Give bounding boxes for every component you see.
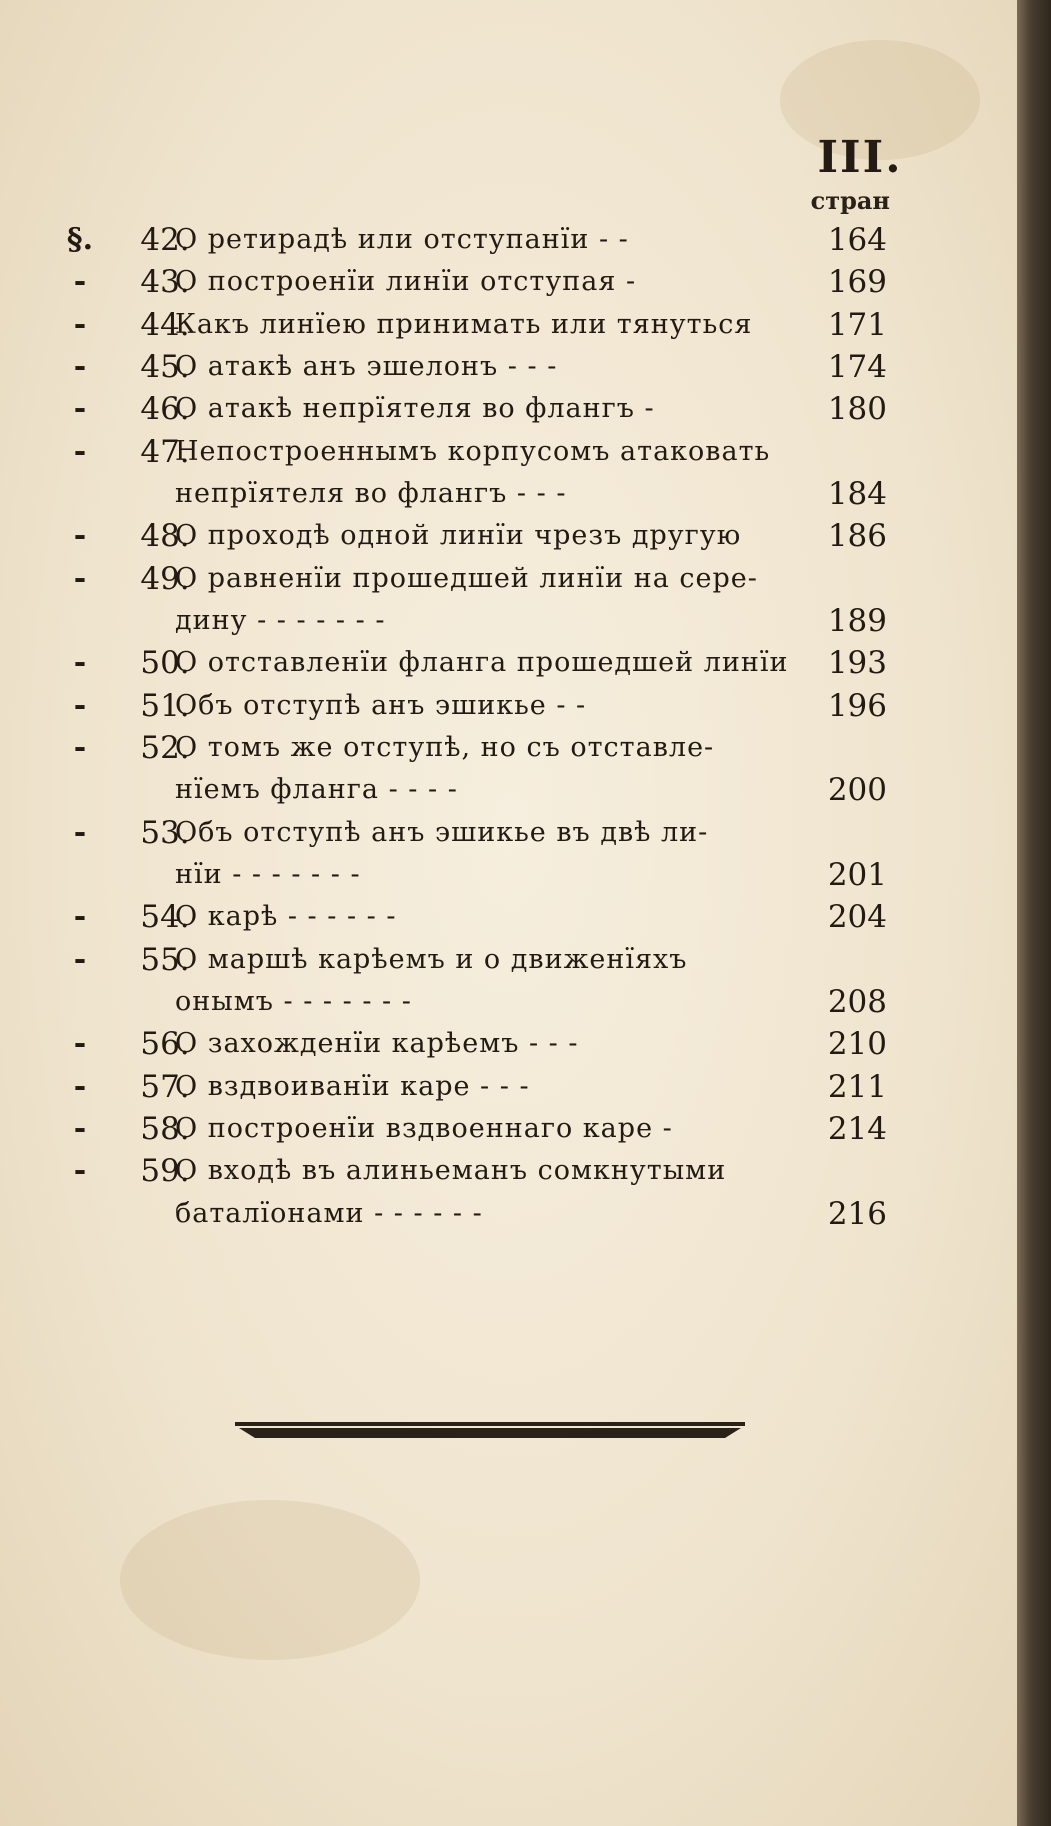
row-mark: - [73,730,87,765]
row-mark: - [73,1026,87,1061]
toc-row [55,391,915,433]
section-number: 43. [140,264,190,300]
page-number: 180 [827,391,887,427]
toc-row [55,1111,915,1153]
row-mark: - [73,307,87,342]
row-mark: §. [66,222,94,257]
book-gutter [1017,0,1051,1826]
page-number: 204 [827,899,887,935]
section-title: О построенїи вздвоеннаго каре - [175,1113,673,1144]
section-title: Объ отступѣ анъ эшикье въ двѣ ли- [175,817,709,848]
toc-row [55,942,915,984]
section-number: 42. [140,222,190,258]
section-title: О томъ же отступѣ, но съ отставле- [175,732,715,763]
toc-row [55,349,915,391]
page-number: 210 [827,1026,887,1062]
page-number: 186 [827,518,887,554]
section-title: О отставленїи фланга прошедшей линїи [175,647,789,678]
page-number: 174 [827,349,887,385]
section-number: 49. [140,561,190,597]
toc-row [55,264,915,306]
row-mark: - [73,349,87,384]
section-title: О входѣ въ алиньеманъ сомкнутыми [175,1155,727,1186]
section-title: О проходѣ одной линїи чрезъ другую [175,520,742,551]
page-number: 169 [827,264,887,300]
toc-row [55,730,915,772]
section-title: Какъ линїею принимать или тянуться [175,309,753,340]
toc-row [55,815,915,857]
section-title: Непостроеннымъ корпусомъ атаковать [175,436,771,467]
row-mark: - [73,899,87,934]
section-title: О равненїи прошедшей линїи на сере- [175,563,758,594]
page-number: 214 [827,1111,887,1147]
section-number: 55. [140,942,190,978]
page-number: 164 [827,222,887,258]
section-number: 51. [140,688,190,724]
section-title: О построенїи линїи отступая - [175,266,637,297]
page-number: 184 [827,476,887,512]
row-mark: - [73,264,87,299]
page-number: 171 [827,307,887,343]
page-number: 193 [827,645,887,681]
section-title: нїемъ фланга - - - - [175,774,458,805]
toc-row [55,1196,915,1238]
ornamental-rule [235,1422,745,1440]
section-title: О вздвоиванїи каре - - - [175,1071,530,1102]
section-title: О маршѣ карѣемъ и о движенїяхъ [175,944,688,975]
toc-row [55,434,915,476]
section-title: дину - - - - - - - [175,605,386,636]
toc-row [55,603,915,645]
section-title: баталїонами - - - - - - [175,1198,483,1229]
row-mark: - [73,434,87,469]
toc-row [55,772,915,814]
toc-row [55,899,915,941]
section-number: 48. [140,518,190,554]
section-number: 59. [140,1153,190,1189]
toc-row [55,688,915,730]
page-number: 208 [827,984,887,1020]
row-mark: - [73,1153,87,1188]
page-folio: III. [817,132,903,183]
toc-row [55,857,915,899]
toc-row [55,984,915,1026]
section-title: непрїятеля во флангъ - - - [175,478,567,509]
toc-row [55,1069,915,1111]
section-number: 50. [140,645,190,681]
toc-row [55,645,915,687]
section-title: нїи - - - - - - - [175,859,361,890]
row-mark: - [73,1069,87,1104]
page-number: 189 [827,603,887,639]
row-mark: - [73,1111,87,1146]
section-number: 57. [140,1069,190,1105]
section-title: Объ отступѣ анъ эшикье - - [175,690,587,721]
row-mark: - [73,391,87,426]
toc-row [55,307,915,349]
section-title: О атакѣ анъ эшелонъ - - - [175,351,558,382]
row-mark: - [73,815,87,850]
section-number: 58. [140,1111,190,1147]
section-number: 44. [140,307,190,343]
section-number: 53. [140,815,190,851]
section-title: О ретирадѣ или отступанїи - - [175,224,629,255]
toc-row [55,518,915,560]
section-number: 52. [140,730,190,766]
section-number: 56. [140,1026,190,1062]
section-title: О захожденїи карѣемъ - - - [175,1028,579,1059]
toc-row [55,222,915,264]
section-title: О карѣ - - - - - - [175,901,397,932]
row-mark: - [73,688,87,723]
section-title: О атакѣ непрїятеля во флангъ - [175,393,655,424]
toc-row [55,1153,915,1195]
page-column-label: стран [810,186,890,215]
section-number: 45. [140,349,190,385]
page-number: 201 [827,857,887,893]
toc-row [55,561,915,603]
page-number: 216 [827,1196,887,1232]
section-number: 54. [140,899,190,935]
row-mark: - [73,942,87,977]
row-mark: - [73,561,87,596]
page-number: 211 [827,1069,887,1105]
section-title: онымъ - - - - - - - [175,986,412,1017]
page-number: 196 [827,688,887,724]
paper-stain [120,1500,420,1660]
toc-row [55,476,915,518]
row-mark: - [73,518,87,553]
section-number: 46. [140,391,190,427]
row-mark: - [73,645,87,680]
section-number: 47. [140,434,190,470]
page-number: 200 [827,772,887,808]
toc-row [55,1026,915,1068]
